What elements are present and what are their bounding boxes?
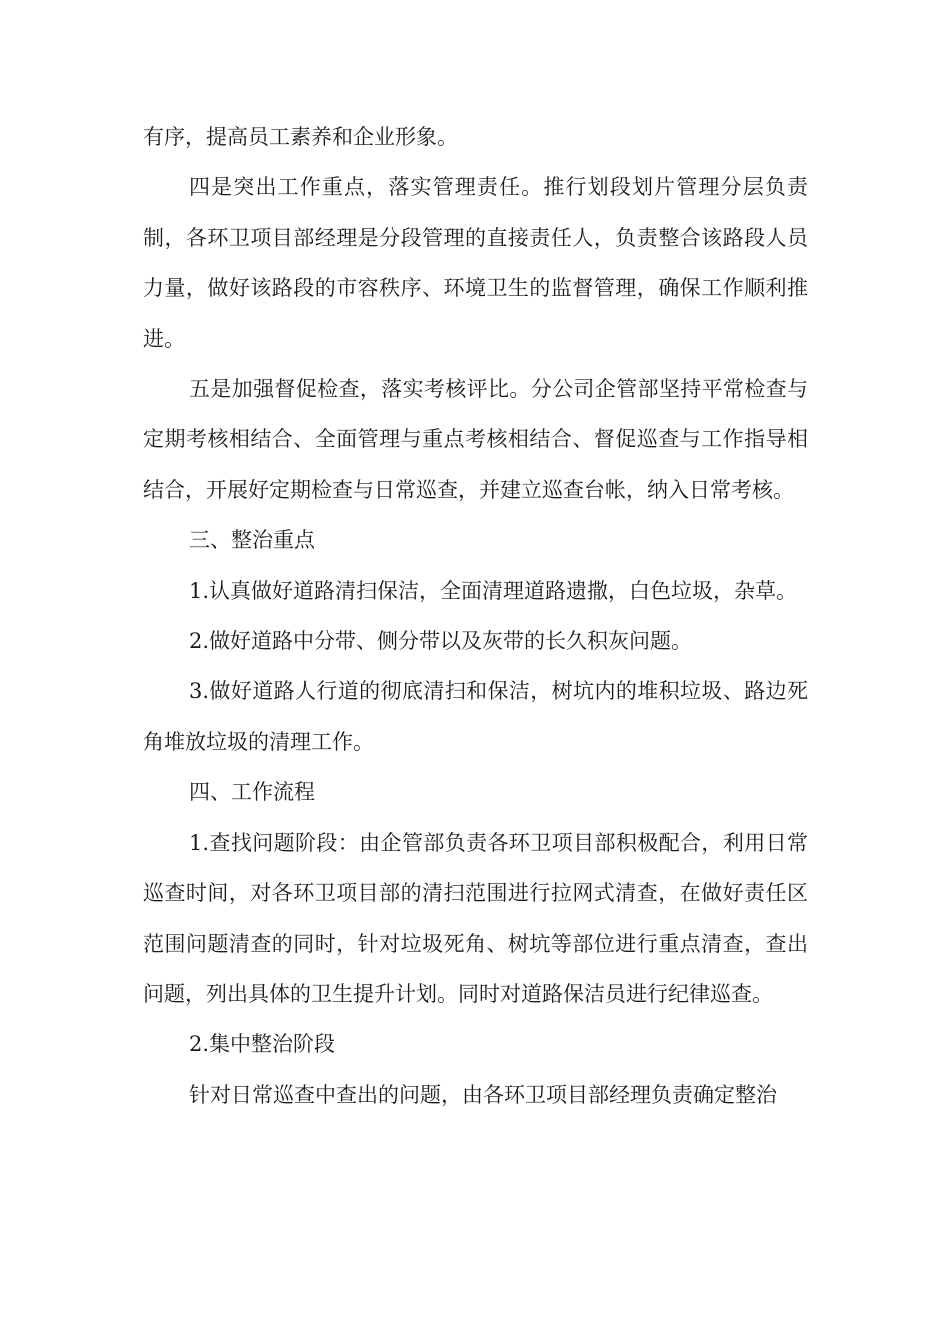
workflow-step-1: 1.查找问题阶段：由企管部负责各环卫项目部积极配合，利用日常巡查时间，对各环卫项目部的清扫范围进行拉网式清查，在做好责任区范围问题清查的同时，针对垃圾死角、树坑等部位进行重点清查，查出问题，列出具体的卫生提升计划。同时对道路保洁员进行纪律巡查。 xyxy=(143,830,808,1006)
paragraph-step-2-body: 针对日常巡查中查出的问题，由各环卫项目部经理负责确定整治 xyxy=(189,1082,777,1107)
section-heading-workflow: 四、工作流程 xyxy=(189,780,315,805)
list-item-2: 2.做好道路中分带、侧分带以及灰带的长久积灰问题。 xyxy=(189,629,693,654)
list-item-3: 3.做好道路人行道的彻底清扫和保洁，树坑内的堆积垃圾、路边死角堆放垃圾的清理工作。 xyxy=(143,679,808,754)
list-item-1: 1.认真做好道路清扫保洁，全面清理道路遗撒，白色垃圾，杂草。 xyxy=(189,578,798,603)
paragraph-continuation: 有序，提高员工素养和企业形象。 xyxy=(143,125,458,149)
paragraph-point-five: 五是加强督促检查，落实考核评比。分公司企管部坚持平常检查与定期考核相结合、全面管理与重点考核相结合、督促巡查与工作指导相结合，开展好定期检查与日常巡查，并建立巡查台帐，纳入日常考核。 xyxy=(143,377,808,502)
workflow-step-2-heading: 2.集中整治阶段 xyxy=(189,1032,336,1057)
section-heading-rectification-focus: 三、整治重点 xyxy=(189,528,315,553)
paragraph-point-four: 四是突出工作重点，落实管理责任。推行划段划片管理分层负责制，各环卫项目部经理是分段管理的直接责任人，负责整合该路段人员力量，做好该路段的市容秩序、环境卫生的监督管理，确保工作顺利推进。 xyxy=(143,175,808,351)
document-body xyxy=(143,112,808,1120)
